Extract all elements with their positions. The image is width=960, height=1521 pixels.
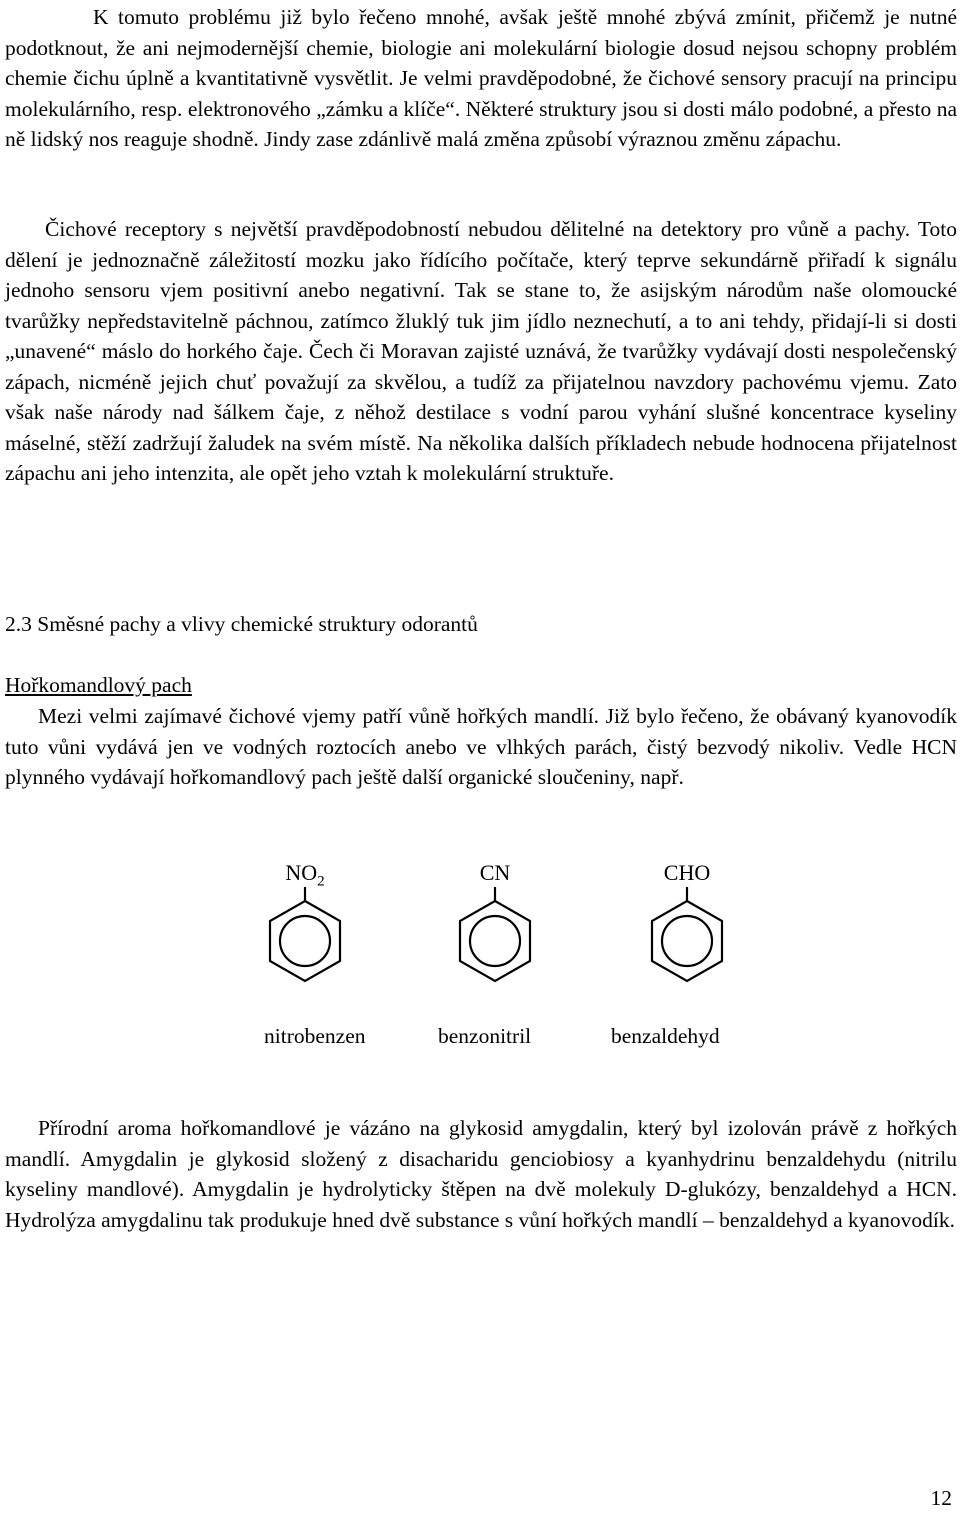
section-heading: 2.3 Směsné pachy a vlivy chemické struktury odorantů [5, 612, 478, 636]
paragraph-bitter-almond: Mezi velmi zajímavé čichové vjemy patří vůně hořkých mandlí. Již bylo řečeno, že obávaný kyanovodík tuto vůni vydává jen ve vodných roztocích anebo ve vlhkých parách, čistý bezvodý nikoliv. Vedle HCN plynného vydávají hořkomandlový pach ještě další organické sloučeniny, např. [5, 704, 957, 789]
subheading: Hořkomandlový pach [5, 673, 192, 697]
paragraph-receptors: Čichové receptory s největší pravděpodobností nebudou dělitelné na detektory pro vůně a pachy. Toto dělení je jednoznačně záležitostí mozku jako řídícího počítače, který teprve sekundárně přiřadí k signálu jednoho sensoru vjem positivní anebo negativní. Tak se stane to, že asijským národům naše olomoucké tvarůžky nepředstavitelně páchnou, zatímco žluklý tuk jim jídlo neznechutí, a to ani tehdy, přidají-li si dosti „unavené“ máslo do horkého čaje. Čech či Moravan zajisté uznává, že tvarůžky vydávají dosti nespolečenský zápach, nicméně jejich chuť považují za skvělou, a tudíž za přijatelnou navzdory pachovému vjemu. Zato však naše národy nad šálkem čaje, z něhož destilace s vodní parou vyhání slušné koncentrace kyseliny máselné, stěží zadržují žaludek na svém místě. Na několika dalších příkladech nebude hodnocena přijatelnost zápachu ani jeho intenzita, ale opět jeho vztah k molekulární struktuře. [5, 217, 957, 485]
page-number: 12 [930, 1486, 952, 1510]
benzonitrile-structure [435, 860, 555, 990]
paragraph-amygdalin: Přírodní aroma hořkomandlové je vázáno na glykosid amygdalin, který byl izolován právě z hořkých mandlí. Amygdalin je glykosid složený z disacharidu genciobiosy a kyanhydrinu benzaldehydu (nitrilu kyseliny mandlové). Amygdalin je hydrolyticky štěpen na dvě molekuly D-glukózy, benzaldehyd a HCN. Hydrolýza amygdalinu tak produkuje hned dvě substance s vůní hořkých mandlí – benzaldehyd a kyanovodík. [5, 1116, 957, 1232]
molecule-label-benzaldehyd: benzaldehyd [611, 1024, 720, 1048]
paragraph-intro: K tomuto problému již bylo řečeno mnohé, avšak ještě mnohé zbývá zmínit, přičemž je nutné podotknout, že ani nejmodernější chemie, biologie ani molekulární biologie dosud nejsou schopny problém chemie čichu úplně a kvantitativně vysvětlit. Je velmi pravděpodobné, že čichové sensory pracují na principu molekulárního, resp. elektronového „zámku a klíče“. Některé struktury jsou si dosti málo podobné, a přesto na ně lidský nos reaguje shodně. Jindy zase zdánlivě malá změna způsobí výraznou změnu zápachu. [5, 5, 957, 151]
molecule-label-nitrobenzen: nitrobenzen [264, 1024, 366, 1048]
substituent-formula: $NO_2$ [285, 860, 325, 890]
molecule-label-benzonitril: benzonitril [438, 1024, 532, 1048]
nitrobenzene-structure [245, 860, 365, 990]
substituent-formula: CN [479, 860, 511, 885]
benzaldehyde-structure [627, 860, 747, 990]
substituent-formula: CHO [663, 860, 711, 885]
